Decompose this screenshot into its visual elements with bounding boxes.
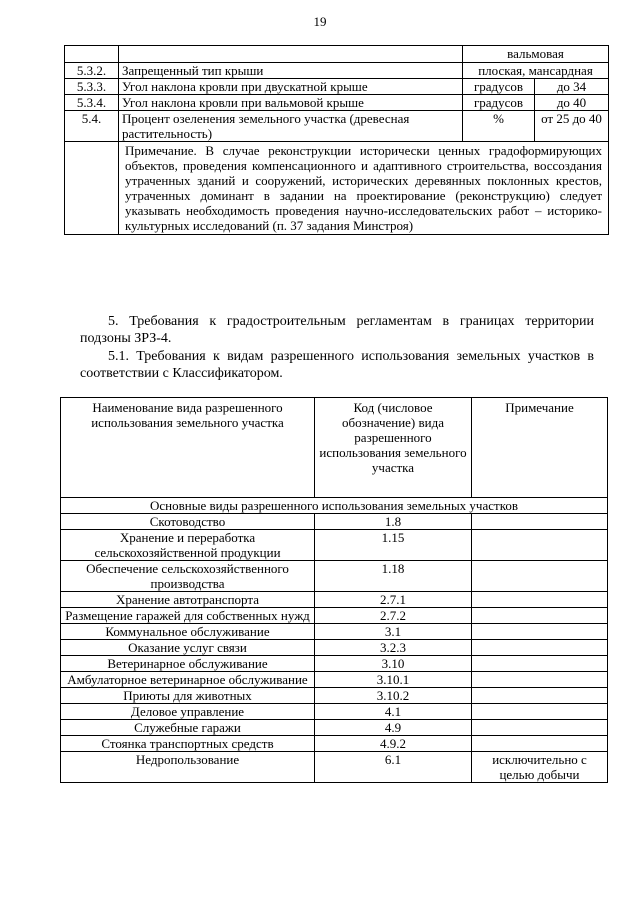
use-note: [472, 624, 608, 640]
param-number: 5.3.2.: [65, 63, 119, 79]
table-row: [65, 46, 609, 63]
table-row: [61, 736, 608, 752]
use-code: 3.10: [315, 656, 472, 672]
use-name: Амбулаторное ветеринарное обслуживание: [61, 672, 315, 688]
param-number: 5.3.3.: [65, 79, 119, 95]
param-number: [65, 46, 119, 63]
use-name: Обеспечение сельскохозяйственного производства: [61, 561, 315, 592]
subsection-heading: 5.1. Требования к видам разрешенного использования земельных участков в соответствии с Классификатором.: [80, 349, 594, 381]
param-name: [119, 46, 463, 63]
table-row: [61, 640, 608, 656]
table-note: Примечание. В случае реконструкции исторически ценных градоформирующих объектов, проведения компенсационного и адаптивного строительства, воссоздания утраченных зданий и сооружений, исторических деревянных поклонных крестов, утраченных доминант в задании на проектирование (реконструкцию) следует указывать необходимость проведения научно-исследовательских работ – историко-культурных исследований (п. 37 задания Минстроя): [119, 142, 609, 235]
param-unit: градусов: [463, 79, 535, 95]
use-name: Размещение гаражей для собственных нужд: [61, 608, 315, 624]
use-name: Коммунальное обслуживание: [61, 624, 315, 640]
use-code: 1.8: [315, 514, 472, 530]
use-note: [472, 530, 608, 561]
param-value: до 40: [535, 95, 609, 111]
use-name: Скотоводство: [61, 514, 315, 530]
param-value: до 34: [535, 79, 609, 95]
use-name: Стоянка транспортных средств: [61, 736, 315, 752]
use-code: 3.10.1: [315, 672, 472, 688]
table-row: [65, 63, 609, 79]
use-name: Хранение и переработка сельскохозяйственной продукции: [61, 530, 315, 561]
use-note: [472, 656, 608, 672]
use-name: Приюты для животных: [61, 688, 315, 704]
table-row: [61, 688, 608, 704]
use-name: Служебные гаражи: [61, 720, 315, 736]
use-note: [472, 672, 608, 688]
param-value: от 25 до 40: [535, 111, 609, 142]
use-code: 3.10.2: [315, 688, 472, 704]
use-note: [472, 608, 608, 624]
use-name: Деловое управление: [61, 704, 315, 720]
table-row: [65, 79, 609, 95]
table-row: [65, 111, 609, 142]
use-code: 2.7.2: [315, 608, 472, 624]
param-name: Процент озеленения земельного участка (древесная растительность): [119, 111, 463, 142]
use-note: [472, 514, 608, 530]
use-note: [472, 640, 608, 656]
param-number: 5.3.4.: [65, 95, 119, 111]
use-name: Недропользование: [61, 752, 315, 783]
use-code: 2.7.1: [315, 592, 472, 608]
column-header-name: Наименование вида разрешенного использования земельного участка: [61, 398, 315, 498]
section-heading: 5. Требования к градостроительным регламентам в границах территории подзоны ЗРЗ-4.: [80, 314, 594, 346]
use-code: 4.9.2: [315, 736, 472, 752]
use-note: [472, 736, 608, 752]
parameters-table: [64, 45, 609, 235]
use-code: 3.1: [315, 624, 472, 640]
use-code: 1.15: [315, 530, 472, 561]
use-name: Оказание услуг связи: [61, 640, 315, 656]
use-note: [472, 704, 608, 720]
land-use-rows: [61, 514, 608, 783]
use-code: 3.2.3: [315, 640, 472, 656]
table-row: [61, 720, 608, 736]
column-header-code: Код (числовое обозначение) вида разрешенного использования земельного участка: [315, 398, 472, 498]
param-name: Угол наклона кровли при двускатной крыше: [119, 79, 463, 95]
table-row: [61, 561, 608, 592]
param-name: Запрещенный тип крыши: [119, 63, 463, 79]
land-use-table: [60, 397, 608, 783]
use-code: 4.9: [315, 720, 472, 736]
use-name: Хранение автотранспорта: [61, 592, 315, 608]
param-value: плоская, мансардная: [463, 63, 609, 79]
use-note: [472, 720, 608, 736]
table-header-row: [61, 398, 608, 498]
table-row: [61, 672, 608, 688]
section-row: [61, 498, 608, 514]
table-row: [61, 530, 608, 561]
param-unit: %: [463, 111, 535, 142]
table-row: [61, 656, 608, 672]
table-row: [65, 142, 609, 235]
use-code: 6.1: [315, 752, 472, 783]
use-name: Ветеринарное обслуживание: [61, 656, 315, 672]
param-name: Угол наклона кровли при вальмовой крыше: [119, 95, 463, 111]
param-value: вальмовая: [463, 46, 609, 63]
table-row: [61, 608, 608, 624]
param-unit: градусов: [463, 95, 535, 111]
column-header-note: Примечание: [472, 398, 608, 498]
use-code: 1.18: [315, 561, 472, 592]
use-note: [472, 688, 608, 704]
use-note: [472, 561, 608, 592]
use-note: [472, 592, 608, 608]
table-row: [61, 514, 608, 530]
param-number: 5.4.: [65, 111, 119, 142]
use-note: исключительно с целью добычи: [472, 752, 608, 783]
table-row: [61, 592, 608, 608]
table-row: [61, 752, 608, 783]
page-number: 19: [313, 14, 327, 29]
section-title: Основные виды разрешенного использования земельных участков: [61, 498, 608, 514]
table-row: [61, 704, 608, 720]
table-row: [65, 95, 609, 111]
use-code: 4.1: [315, 704, 472, 720]
table-row: [61, 624, 608, 640]
